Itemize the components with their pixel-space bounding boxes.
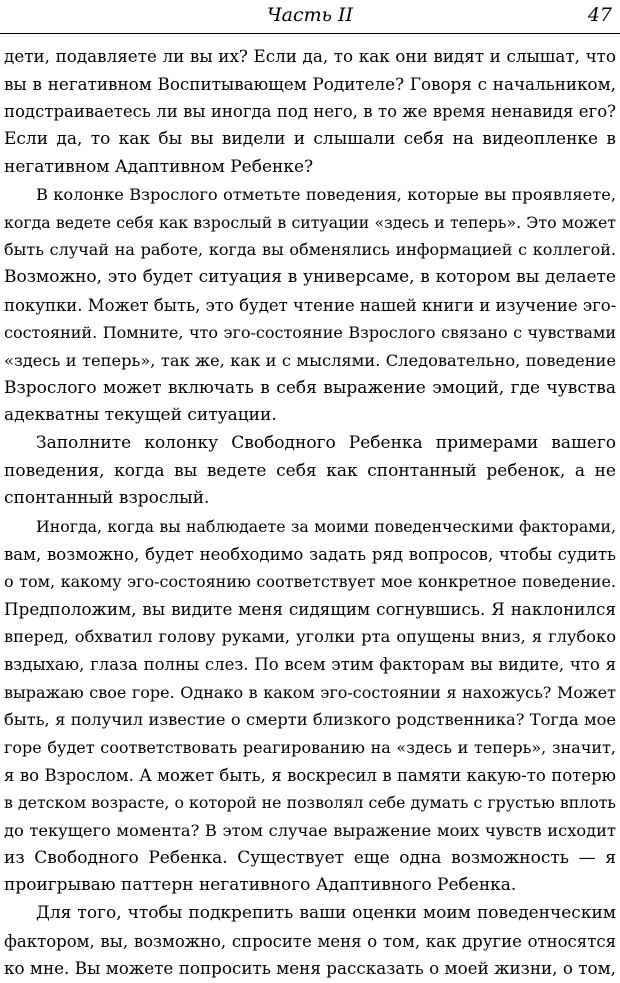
text-line: негативном Адаптивном Ребенке? bbox=[4, 156, 314, 177]
text-line: проигрываю паттерн негативного Адаптивного Ребенка. bbox=[4, 875, 517, 896]
text-line: состояний. Помните, что эго-состояние Взрослого связано с чувствами bbox=[4, 323, 616, 343]
text-line: Для того, чтобы подкрепить ваши оценки моим поведенческим bbox=[36, 902, 616, 923]
text-line: до текущего момента? В этом случае выражение моих чувств исходит bbox=[4, 820, 616, 840]
text-line: поведения, когда вы ведете себя как спонтанный ребенок, а не bbox=[4, 460, 616, 481]
running-title: Часть II bbox=[266, 4, 354, 26]
text-line: в детском возрасте, о которой не позволял себе думать с грустью вплоть bbox=[4, 793, 616, 813]
body-text bbox=[4, 43, 616, 983]
text-line: о том, какому эго-состоянию соответствует мое конкретное поведение. bbox=[4, 572, 616, 592]
text-line: Возможно, это будет ситуация в универсаме, в котором вы делаете bbox=[4, 267, 616, 288]
header-rule bbox=[0, 33, 620, 34]
text-line: вам, возможно, будет необходимо задать ряд вопросов, чтобы судить bbox=[4, 544, 616, 564]
text-line: быть случай на работе, когда вы обменялись информацией с коллегой. bbox=[4, 240, 616, 260]
text-line: покупки. Может быть, это будет чтение нашей книги и изучение эго- bbox=[4, 295, 616, 315]
text-line: вперед, обхватил голову руками, уголки рта опущены вниз, я глубоко bbox=[4, 627, 616, 647]
text-line: когда ведете себя как взрослый в ситуации «здесь и теперь». Это может bbox=[4, 212, 616, 232]
text-line: Предположим, вы видите меня сидящим согнувшись. Я наклонился bbox=[4, 598, 616, 619]
text-line: фактором, вы, возможно, спросите меня о том, как другие относятся bbox=[4, 931, 616, 951]
text-line: я во Взрослом. А может быть, я воскресил в памяти какую-то потерю bbox=[4, 765, 616, 785]
text-line: дети, подавляете ли вы их? Если да, то как они видят и слышат, что bbox=[4, 46, 616, 66]
text-line: Иногда, когда вы наблюдаете за моими поведенческими факторами, bbox=[36, 516, 616, 536]
text-line: подстраиваетесь ли вы иногда под него, в то же время ненавидя его? bbox=[4, 102, 616, 122]
text-line: быть, я получил известие о смерти близкого родственника? Тогда мое bbox=[4, 710, 616, 730]
text-line: «здесь и теперь», так же, как и с мыслями. Следовательно, поведение bbox=[4, 351, 616, 371]
text-line: горе будет соответствовать реагированию на «здесь и теперь», значит, bbox=[4, 738, 616, 758]
text-line: Если да, то как бы вы видели и слышали себя на видеопленке в bbox=[4, 128, 616, 149]
text-line: Заполните колонку Свободного Ребенка примерами вашего bbox=[36, 432, 616, 453]
text-line: спонтанный взрослый. bbox=[4, 488, 210, 509]
text-line: вздыхаю, глаза полны слез. По всем этим факторам вы видите, что я bbox=[4, 655, 616, 675]
text-line: из Свободного Ребенка. Существует еще одна возможность — я bbox=[4, 847, 616, 868]
text-line: Взрослого может включать в себя выражение эмоций, где чувства bbox=[4, 377, 616, 398]
page-header bbox=[0, 0, 620, 38]
text-line: вы в негативном Воспитывающем Родителе? Говоря с начальником, bbox=[4, 73, 616, 94]
text-line: выражаю свое горе. Однако в каком эго-состоянии я нахожусь? Может bbox=[4, 682, 616, 702]
text-line: адекватны текущей ситуации. bbox=[4, 405, 277, 426]
page-number: 47 bbox=[587, 4, 612, 26]
text-line: В колонке Взрослого отметьте поведения, которые вы проявляете, bbox=[36, 185, 616, 205]
text-line: ко мне. Вы можете попросить меня рассказать о моей жизни, о том, bbox=[4, 958, 616, 979]
